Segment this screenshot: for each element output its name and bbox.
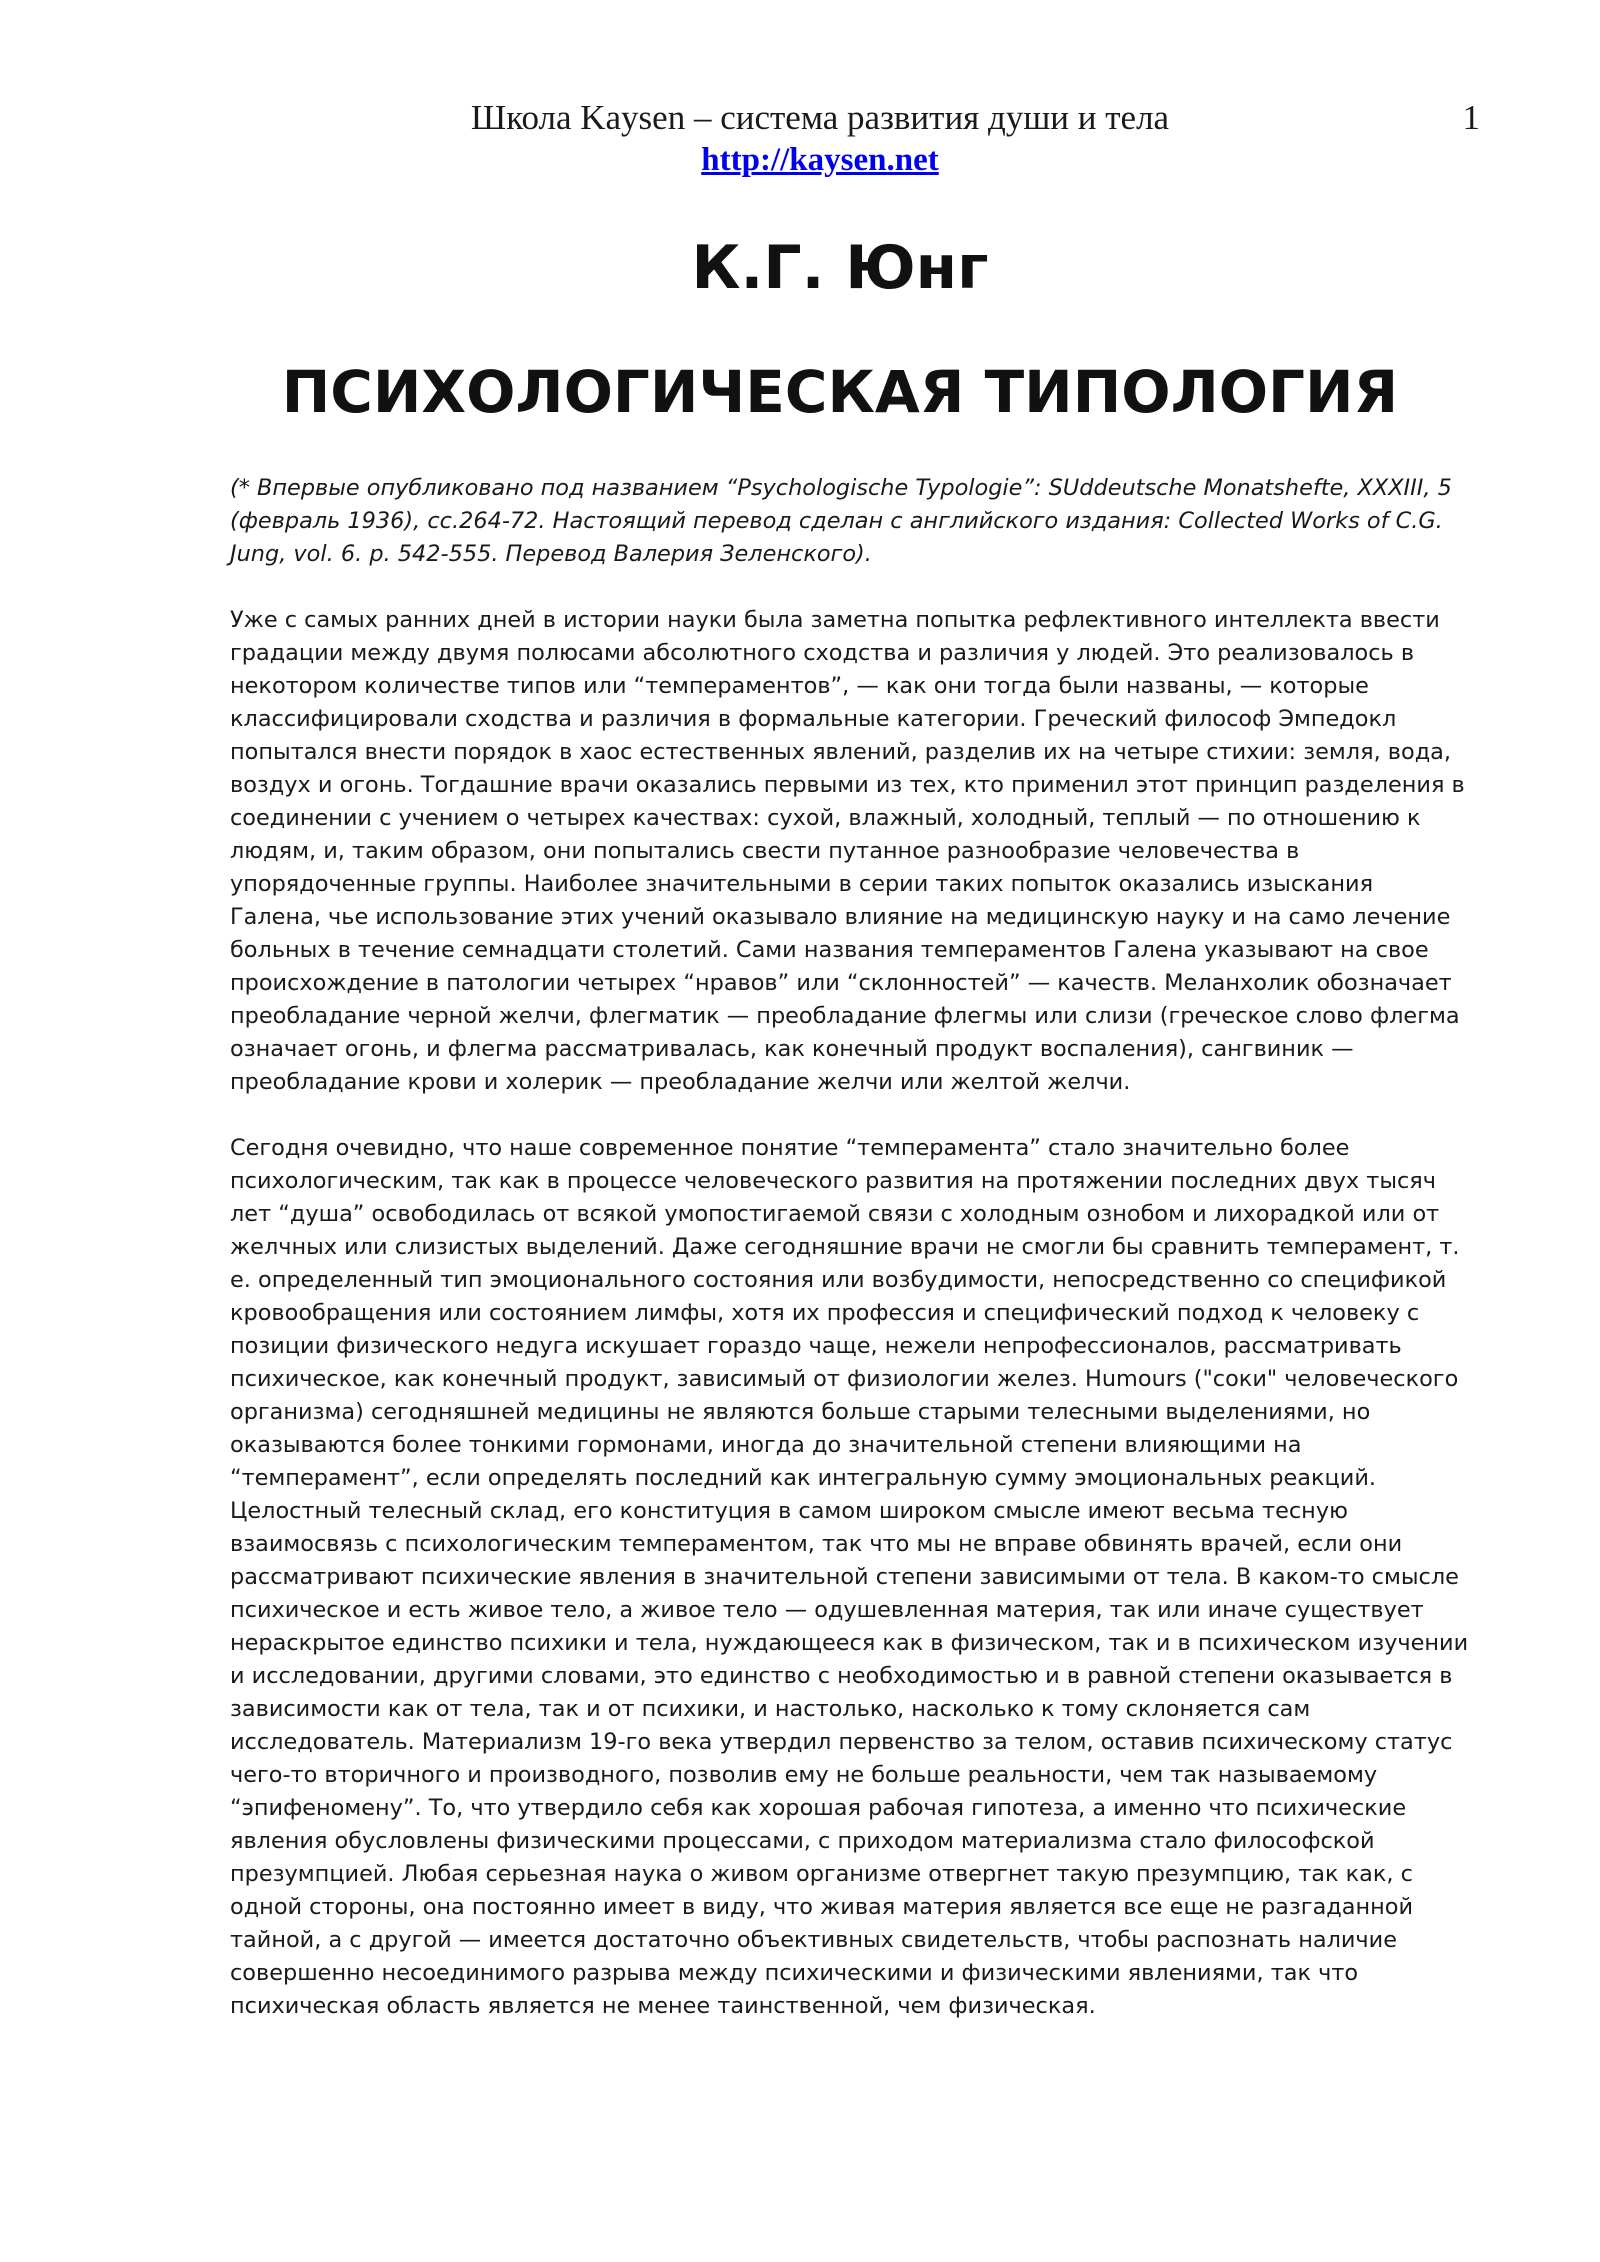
- site-link[interactable]: http://kaysen.net: [701, 142, 939, 178]
- document-title: ПСИХОЛОГИЧЕСКАЯ ТИПОЛОГИЯ: [281, 358, 1399, 426]
- page-number: 1: [1462, 98, 1480, 137]
- header-link-container: [0, 140, 1600, 180]
- header-title: Школа Kaysen – система развития души и тела: [470, 98, 1170, 137]
- body-paragraph: Уже с самых ранних дней в истории науки была заметна попытка рефлективного интеллекта ввести градации между двумя полюсами абсолютного сходства и различия у людей. Это реализовалось в некотором количестве типов или “темпераментов”, — как они тогда были названы, — которые классифицировали сходства и различия в формальные категории. Греческий философ Эмпедокл попытался внести порядок в хаос естественных явлений, разделив их на четыре стихии: земля, вода, воздух и огонь. Тогдашние врачи оказались первыми из тех, кто применил этот принцип разделения в соединении с учением о четырех качествах: сухой, влажный, холодный, теплый — по отношению к людям, и, таким образом, они попытались свести путанное разнообразие человечества в упорядоченные группы. Наиболее значительными в серии таких попыток оказались изыскания Галена, чье использование этих учений оказывало влияние на медицинскую науку и на само лечение больных в течение семнадцати столетий. Сами названия темпераментов Галена указывают на свое происхождение в патологии четырех “нравов” или “склонностей” — качеств. Меланхолик обозначает преобладание черной желчи, флегматик — преобладание флегмы или слизи (греческое слово флегма означает огонь, и флегма рассматривалась, как конечный продукт воспаления), сангвиник — преобладание крови и холерик — преобладание желчи или желтой желчи.: [230, 607, 1465, 1095]
- author-heading: К.Г. Юнг: [691, 233, 989, 303]
- publication-note: (* Впервые опубликовано под названием “Psychologische Typologie”: SUddeutsche Monatshefte, XXXIII, 5 (февраль 1936), сс.264-72. Настоящий перевод сделан с английского издания: Collected Works of C.G. Jung, vol. 6. p. 542-555. Перевод Валерия Зеленского).: [230, 475, 1452, 567]
- document-body: [230, 472, 1470, 2056]
- body-paragraph: Сегодня очевидно, что наше современное понятие “темперамента” стало значительно более психологическим, так как в процессе человеческого развития на протяжении последних двух тысяч лет “душа” освободилась от всякой умопостигаемой связи с холодным ознобом и лихорадкой или от желчных или слизистых выделений. Даже сегодняшние врачи не смогли бы сравнить темперамент, т. е. определенный тип эмоционального состояния или возбудимости, непосредственно со спецификой кровообращения или состоянием лимфы, хотя их профессия и специфический подход к человеку с позиции физического недуга искушает гораздо чаще, нежели непрофессионалов, рассматривать психическое, как конечный продукт, зависимый от физиологии желез. Humours ("соки" человеческого организма) сегодняшней медицины не являются больше старыми телесными выделениями, но оказываются более тонкими гормонами, иногда до значительной степени влияющими на “темперамент”, если определять последний как интегральную сумму эмоциональных реакций. Целостный телесный склад, его конституция в самом широком смысле имеют весьма тесную взаимосвязь с психологическим темпераментом, так что мы не вправе обвинять врачей, если они рассматривают психические явления в значительной степени зависимыми от тела. В каком-то смысле психическое и есть живое тело, а живое тело — одушевленная материя, так или иначе существует нераскрытое единство психики и тела, нуждающееся как в физическом, так и в психическом изучении и исследовании, другими словами, это единство с необходимостью и в равной степени оказывается в зависимости как от тела, так и от психики, и настолько, насколько к тому склоняется сам исследователь. Материализм 19-го века утвердил первенство за телом, оставив психическому статус чего-то вторичного и производного, позволив ему не больше реальности, чем так называемому “эпифеномену”. То, что утвердило себя как хорошая рабочая гипотеза, а именно что психические явления обусловлены физическими процессами, с приходом материализма стало философской презумпцией. Любая серьезная наука о живом организме отвергнет такую презумпцию, так как, с одной стороны, она постоянно имеет в виду, что живая материя является все еще не разгаданной тайной, а с другой — имеется достаточно объективных свидетельств, чтобы распознать наличие совершенно несоединимого разрыва между психическими и физическими явлениями, так что психическая область является не менее таинственной, чем физическая.: [230, 1135, 1469, 2019]
